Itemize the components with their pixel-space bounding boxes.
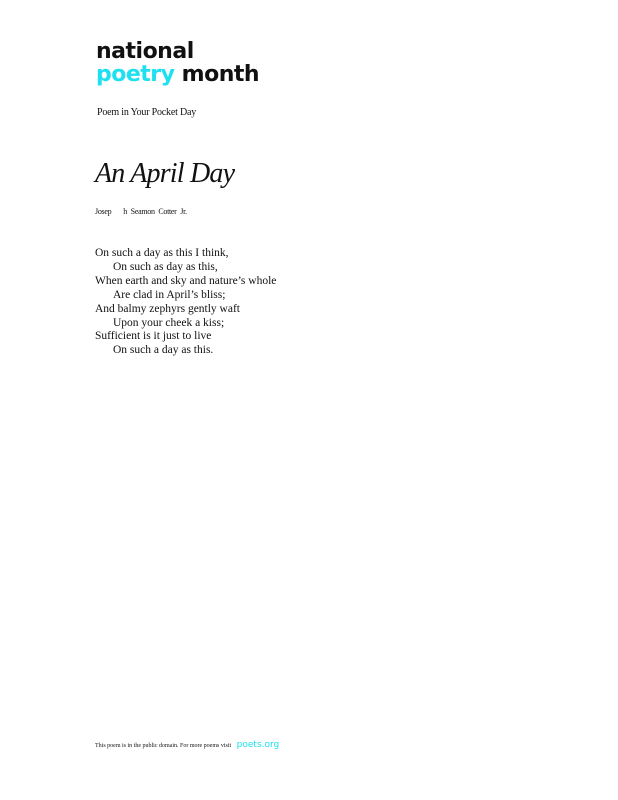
poem-author xyxy=(95,207,187,216)
author-part-1: Josep xyxy=(95,207,112,216)
poem-line: When earth and sky and nature’s whole xyxy=(95,274,277,287)
poem-line: On such a day as this. xyxy=(113,344,214,357)
logo-line-poetry-month xyxy=(96,63,259,86)
poem-line: Sufficient is it just to live xyxy=(95,330,212,343)
poem-title: An April Day xyxy=(95,158,235,189)
logo-line-national: national xyxy=(96,39,194,64)
event-subtitle: Poem in Your Pocket Day xyxy=(97,107,197,118)
poem-line: Upon your cheek a kiss; xyxy=(113,316,225,329)
poem-line: And balmy zephyrs gently waft xyxy=(95,302,240,315)
logo-word-month: month xyxy=(181,62,260,87)
author-part-2: h Seamon Cotter Jr. xyxy=(123,207,187,216)
footer-note xyxy=(95,740,279,750)
poets-org-link[interactable]: poets.org xyxy=(236,740,280,750)
footer-text: This poem is in the public domain. For more poems visit xyxy=(95,743,232,749)
logo-word-poetry: poetry xyxy=(96,62,175,87)
poem-line: Are clad in April’s bliss; xyxy=(113,288,226,301)
poem-line: On such as day as this, xyxy=(113,260,218,273)
poem-line: On such a day as this I think, xyxy=(95,247,229,259)
national-poetry-month-logo xyxy=(96,40,259,86)
poem-body xyxy=(95,247,276,358)
